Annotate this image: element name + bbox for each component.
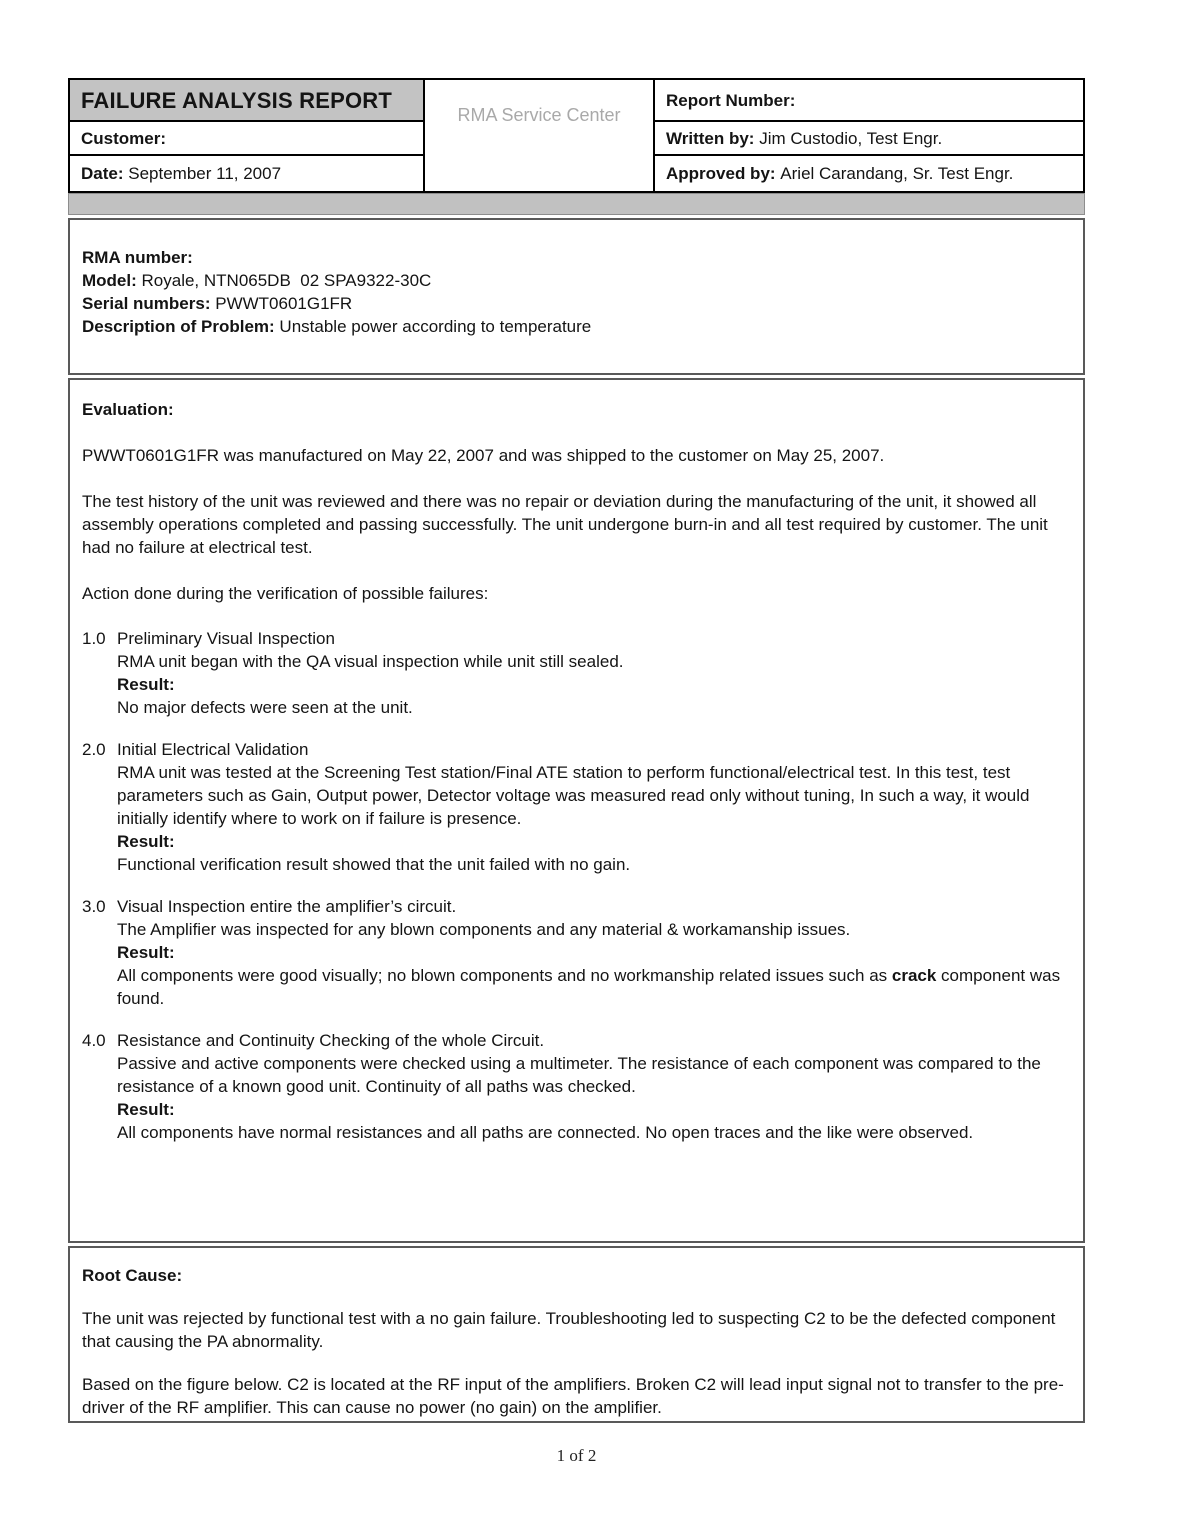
result-label: Result: xyxy=(117,832,175,851)
result-text: No major defects were seen at the unit. xyxy=(117,698,413,717)
evaluation-section xyxy=(68,378,1085,1243)
approved-by-label: Approved by: xyxy=(666,164,776,183)
customer-cell xyxy=(70,122,425,156)
evaluation-item-3 xyxy=(82,895,1075,1010)
date-value: September 11, 2007 xyxy=(128,164,282,183)
serial-line xyxy=(82,292,1073,315)
evaluation-paragraph-2: The test history of the unit was reviewed and there was no repair or deviation during the manufacturing of the unit, it showed all assembly operations completed and passing successfully. The unit undergone burn-in and all test required by customer. The unit had no failure at electrical test. xyxy=(82,492,1048,557)
item-number: 3.0 xyxy=(82,897,106,916)
written-by-cell xyxy=(655,122,1083,156)
serial-numbers-value: PWWT0601G1FR xyxy=(215,294,353,313)
item-title: Resistance and Continuity Checking of the whole Circuit. xyxy=(117,1031,545,1050)
result-text xyxy=(117,964,1075,1010)
evaluation-item-4 xyxy=(82,1029,1075,1144)
root-cause-heading: Root Cause: xyxy=(82,1266,183,1285)
model-value: Royale, NTN065DB 02 SPA9322-30C xyxy=(141,271,432,290)
evaluation-paragraph-3: Action done during the verification of possible failures: xyxy=(82,584,489,603)
report-title-cell xyxy=(70,80,425,122)
result-text: All components have normal resistances and all paths are connected. No open traces and the like were observed. xyxy=(117,1123,974,1142)
approved-by-cell xyxy=(655,156,1083,191)
result-label: Result: xyxy=(117,943,175,962)
evaluation-paragraph-1: PWWT0601G1FR was manufactured on May 22, 2007 and was shipped to the customer on May 25, 2007. xyxy=(82,446,885,465)
report-number-label: Report Number: xyxy=(666,91,796,110)
result-text-suffix: component was found. xyxy=(117,966,1061,1008)
result-text-prefix: All components were good visually; no blown components and no workmanship related issues such as xyxy=(117,966,892,985)
result-text: Functional verification result showed that the unit failed with no gain. xyxy=(117,855,631,874)
item-body: The Amplifier was inspected for any blown components and any material & workamanship issues. xyxy=(117,920,851,939)
service-center-label: RMA Service Center xyxy=(457,105,621,125)
divider-bar xyxy=(68,193,1085,215)
result-label: Result: xyxy=(117,675,175,694)
problem-value: Unstable power according to temperature xyxy=(279,317,592,336)
item-body: RMA unit was tested at the Screening Test station/Final ATE station to perform functional/electrical test. In this test, test parameters such as Gain, Output power, Detector voltage was measured read only without tuning, In such a way, it would initially identify where to work on if failure is presence. xyxy=(117,763,1030,828)
date-label: Date: xyxy=(81,164,124,183)
item-title: Preliminary Visual Inspection xyxy=(117,629,335,648)
report-title: FAILURE ANALYSIS REPORT xyxy=(81,88,393,113)
problem-line xyxy=(82,315,1073,338)
model-line xyxy=(82,269,1073,292)
model-label: Model: xyxy=(82,271,137,290)
rma-number-label: RMA number: xyxy=(82,248,193,267)
rma-number-line xyxy=(82,246,1073,269)
item-body: Passive and active components were checked using a multimeter. The resistance of each component was compared to the resistance of a known good unit. Continuity of all paths was checked. xyxy=(117,1054,1041,1096)
result-label: Result: xyxy=(117,1100,175,1119)
written-by-label: Written by: xyxy=(666,128,755,148)
evaluation-item-2 xyxy=(82,738,1075,876)
serial-numbers-label: Serial numbers: xyxy=(82,294,211,313)
evaluation-heading: Evaluation: xyxy=(82,400,174,419)
header-table xyxy=(68,78,1085,193)
customer-label: Customer: xyxy=(81,128,167,148)
date-cell xyxy=(70,156,425,191)
root-cause-section xyxy=(68,1246,1085,1423)
item-title: Visual Inspection entire the amplifier’s circuit. xyxy=(117,897,457,916)
item-number: 2.0 xyxy=(82,740,106,759)
root-cause-paragraph-2: Based on the figure below. C2 is located at the RF input of the amplifiers. Broken C2 will lead input signal not to transfer to the pre-driver of the RF amplifier. This can cause no power (no gain) on the amplifier. xyxy=(82,1375,1064,1417)
item-body: RMA unit began with the QA visual inspection while unit still sealed. xyxy=(117,652,624,671)
approved-by-value: Ariel Carandang, Sr. Test Engr. xyxy=(780,164,1014,183)
service-center-cell xyxy=(425,80,655,191)
rma-section xyxy=(68,218,1085,375)
evaluation-item-1 xyxy=(82,627,1075,719)
report-number-cell xyxy=(655,80,1083,122)
item-title: Initial Electrical Validation xyxy=(117,740,309,759)
item-number: 1.0 xyxy=(82,629,106,648)
written-by-value: Jim Custodio, Test Engr. xyxy=(759,128,943,148)
page-footer: 1 of 2 xyxy=(556,1446,597,1465)
root-cause-paragraph-1: The unit was rejected by functional test with a no gain failure. Troubleshooting led to suspecting C2 to be the defected component that causing the PA abnormality. xyxy=(82,1309,1056,1351)
item-number: 4.0 xyxy=(82,1031,106,1050)
result-text-bold: crack xyxy=(891,966,937,985)
problem-label: Description of Problem: xyxy=(82,317,275,336)
